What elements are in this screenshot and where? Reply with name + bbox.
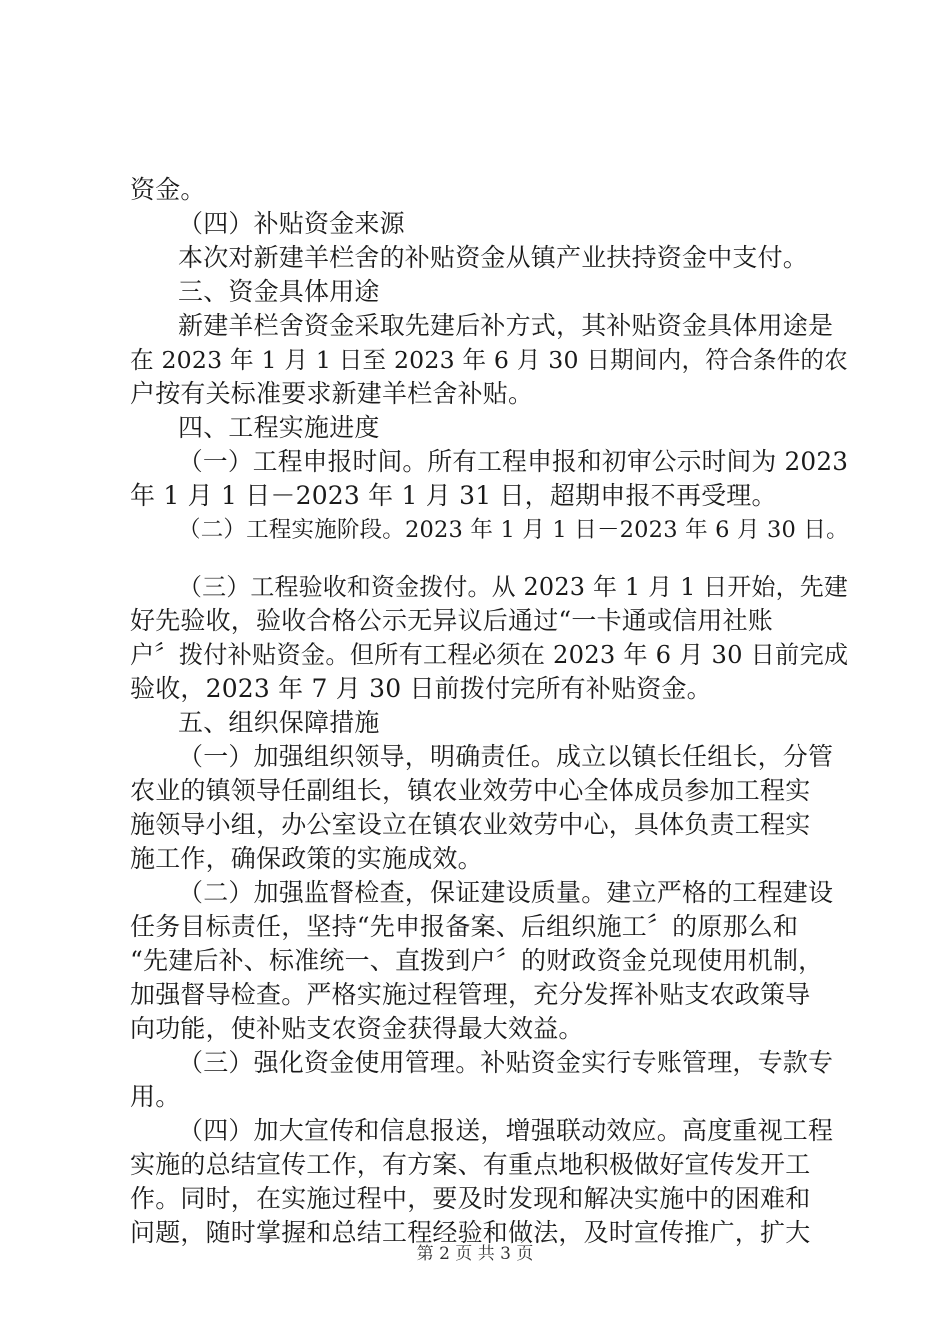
text-line: “先建后补、标准统一、直拨到户〞的财政资金兑现使用机制， — [130, 946, 824, 975]
text-line: 资金。 — [130, 175, 206, 204]
text-line: 向功能，使补贴支农资金获得最大效益。 — [130, 1014, 584, 1043]
text-line: 用。 — [130, 1082, 181, 1111]
text-line: 任务目标责任，坚持“先申报备案、后组织施工〞的原那么和 — [130, 912, 799, 941]
text-line: 施领导小组，办公室设立在镇农业效劳中心，具体负责工程实 — [130, 810, 811, 839]
text-line: （三）工程验收和资金拨付。从 2023 年 1 月 1 日开始，先建 — [178, 573, 849, 601]
text-line: 作。同时，在实施过程中，要及时发现和解决实施中的困难和 — [130, 1184, 811, 1213]
text-line: 好先验收，验收合格公示无异议后通过“一卡通或信用社账 — [130, 606, 773, 635]
text-line: 户〞拨付补贴资金。但所有工程必须在 2023 年 6 月 30 日前完成 — [130, 641, 849, 669]
section-heading: 五、组织保障措施 — [178, 708, 380, 737]
page-footer: 第 2 页 共 3 页 — [416, 1244, 534, 1264]
text-line: （二）加强监督检查，保证建设质量。建立严格的工程建设 — [178, 878, 834, 907]
text-line: 问题，随时掌握和总结工程经验和做法，及时宣传推广，扩大 — [130, 1218, 811, 1247]
text-line: 农业的镇领导任副组长，镇农业效劳中心全体成员参加工程实 — [130, 776, 811, 805]
text-line: 户按有关标准要求新建羊栏舍补贴。 — [130, 379, 534, 408]
text-line: 本次对新建羊栏舍的补贴资金从镇产业扶持资金中支付。 — [178, 243, 809, 272]
text-line: 年 1 月 1 日－2023 年 1 月 31 日，超期申报不再受理。 — [130, 481, 777, 510]
section-heading: 三、资金具体用途 — [178, 277, 380, 306]
text-line: 在 2023 年 1 月 1 日至 2023 年 6 月 30 日期间内，符合条件的农 — [130, 346, 848, 374]
text-line: （一）工程申报时间。所有工程申报和初审公示时间为 2023 — [178, 447, 849, 476]
text-line: 施工作，确保政策的实施成效。 — [130, 844, 483, 873]
text-line: 加强督导检查。严格实施过程管理，充分发挥补贴支农政策导 — [130, 980, 811, 1009]
text-line: 实施的总结宣传工作，有方案、有重点地积极做好宣传发开工 — [130, 1150, 811, 1179]
section-heading: （四）补贴资金来源 — [178, 209, 405, 238]
section-heading: 四、工程实施进度 — [178, 413, 380, 442]
text-line: （二）工程实施阶段。2023 年 1 月 1 日－2023 年 6 月 30 日。 — [178, 517, 849, 543]
text-line: （三）强化资金使用管理。补贴资金实行专账管理，专款专 — [178, 1048, 834, 1077]
text-line: （四）加大宣传和信息报送，增强联动效应。高度重视工程 — [178, 1116, 834, 1145]
text-line: （一）加强组织领导，明确责任。成立以镇长任组长，分管 — [178, 742, 834, 771]
text-line: 新建羊栏舍资金采取先建后补方式，其补贴资金具体用途是 — [178, 311, 834, 340]
text-line: 验收，2023 年 7 月 30 日前拨付完所有补贴资金。 — [130, 674, 712, 703]
